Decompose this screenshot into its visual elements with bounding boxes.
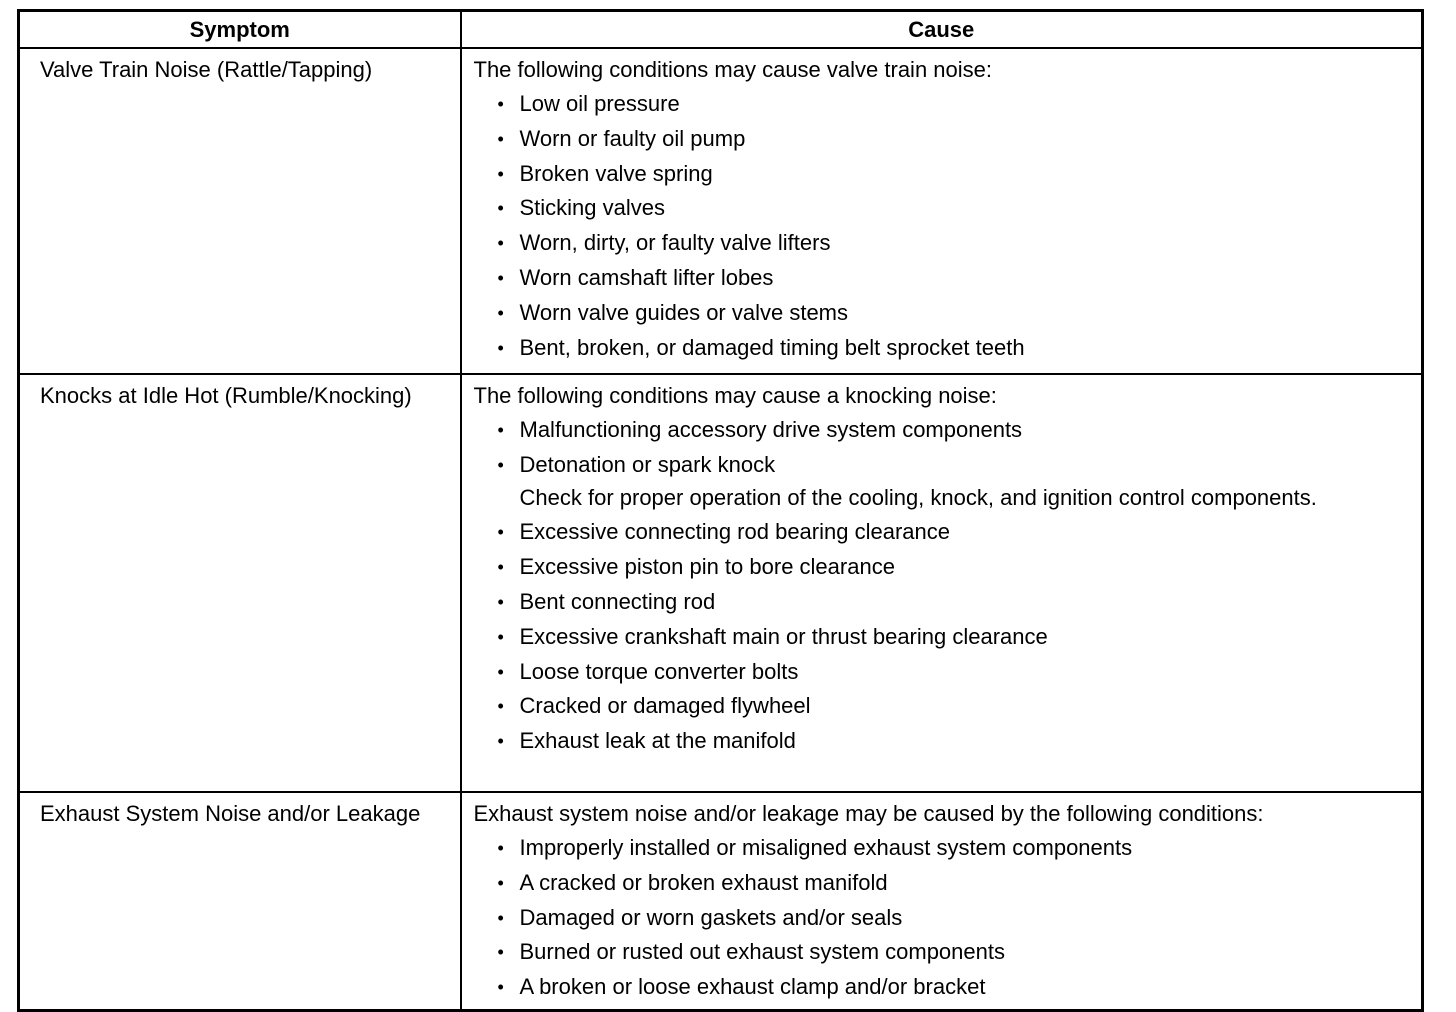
cause-list [474,91,1412,361]
cause-text: Excessive connecting rod bearing clearance [519,519,950,545]
bullet-icon: • [497,522,504,543]
cause-text: Bent connecting rod [519,588,716,614]
list-item [498,300,1412,326]
cause-text: Loose torque converter bolts [519,658,799,684]
list-item [498,870,1412,896]
bullet-icon: • [497,591,504,612]
cause-text: Sticking valves [519,195,666,221]
table-row [19,792,1423,1011]
list-item [498,728,1412,754]
symptom-cause-table [17,9,1424,1012]
cause-text: Detonation or spark knock [519,451,776,477]
bullet-icon: • [497,731,504,752]
table-row [19,374,1423,792]
list-item [498,905,1412,931]
note-text: Check for proper operation of the cooling, knock, and ignition control components. [519,484,1317,510]
list-item [498,693,1412,719]
symptom-cell: Exhaust System Noise and/or Leakage [19,792,461,1011]
bullet-icon: • [497,302,504,323]
table-row [19,48,1423,374]
cause-note [498,485,1412,511]
cause-text: A cracked or broken exhaust manifold [519,869,888,895]
list-item [498,335,1412,361]
cause-cell [461,792,1423,1011]
bullet-icon: • [497,942,504,963]
list-item [498,554,1412,580]
cause-text: Malfunctioning accessory drive system components [519,417,1023,442]
list-item [498,519,1412,545]
list-item [498,91,1412,117]
bullet-icon: • [497,557,504,578]
list-item [498,126,1412,152]
bullet-icon: • [497,163,504,184]
bullet-icon: • [497,626,504,647]
cause-text: Worn, dirty, or faulty valve lifters [519,230,831,256]
list-item [498,659,1412,685]
list-item [498,452,1412,478]
list-item [498,195,1412,221]
list-item [498,161,1412,187]
list-item [498,265,1412,291]
bullet-icon: • [497,661,504,682]
bullet-icon: • [497,454,504,475]
table-header-row [19,11,1423,49]
list-item [498,417,1412,443]
bullet-icon: • [497,128,504,149]
cause-text: Bent, broken, or damaged timing belt sprocket teeth [519,334,1025,360]
symptom-cell: Valve Train Noise (Rattle/Tapping) [19,48,461,374]
header-symptom: Symptom [19,11,461,49]
cause-text: Burned or rusted out exhaust system components [519,939,1005,965]
cause-text: A broken or loose exhaust clamp and/or bracket [519,974,986,1000]
bullet-icon: • [497,198,504,219]
header-cause: Cause [461,11,1423,49]
list-item [498,624,1412,650]
cause-text: Excessive piston pin to bore clearance [519,554,895,580]
cause-text: Low oil pressure [519,91,680,116]
cause-cell [461,374,1423,792]
cause-text: Damaged or worn gaskets and/or seals [519,904,903,930]
cause-list [474,417,1412,754]
bullet-icon: • [497,420,504,440]
list-item [498,974,1412,1000]
cause-intro: The following conditions may cause a knocking noise: [473,383,997,408]
cause-text: Worn camshaft lifter lobes [519,264,774,290]
cause-intro: Exhaust system noise and/or leakage may be caused by the following conditions: [473,801,1264,826]
cause-text: Cracked or damaged flywheel [519,693,811,719]
bullet-icon: • [497,696,504,717]
symptom-cell: Knocks at Idle Hot (Rumble/Knocking) [19,374,461,792]
cause-list [474,835,1412,1000]
bullet-icon: • [497,907,504,928]
bullet-icon: • [497,267,504,288]
bullet-icon: • [497,337,504,358]
cause-text: Worn or faulty oil pump [519,125,746,151]
bullet-icon: • [497,838,504,858]
bullet-icon: • [497,233,504,254]
cause-text: Excessive crankshaft main or thrust bearing clearance [519,623,1048,649]
cause-text: Exhaust leak at the manifold [519,728,796,754]
list-item [498,939,1412,965]
list-item [498,230,1412,256]
cause-text: Worn valve guides or valve stems [519,299,849,325]
bullet-icon: • [497,94,504,114]
cause-text: Broken valve spring [519,160,713,186]
cause-intro: The following conditions may cause valve train noise: [473,57,992,82]
cause-cell [461,48,1423,374]
cause-text: Improperly installed or misaligned exhaust system components [519,835,1133,860]
list-item [498,589,1412,615]
bullet-icon: • [497,872,504,893]
bullet-icon: • [497,977,504,998]
list-item [498,835,1412,861]
